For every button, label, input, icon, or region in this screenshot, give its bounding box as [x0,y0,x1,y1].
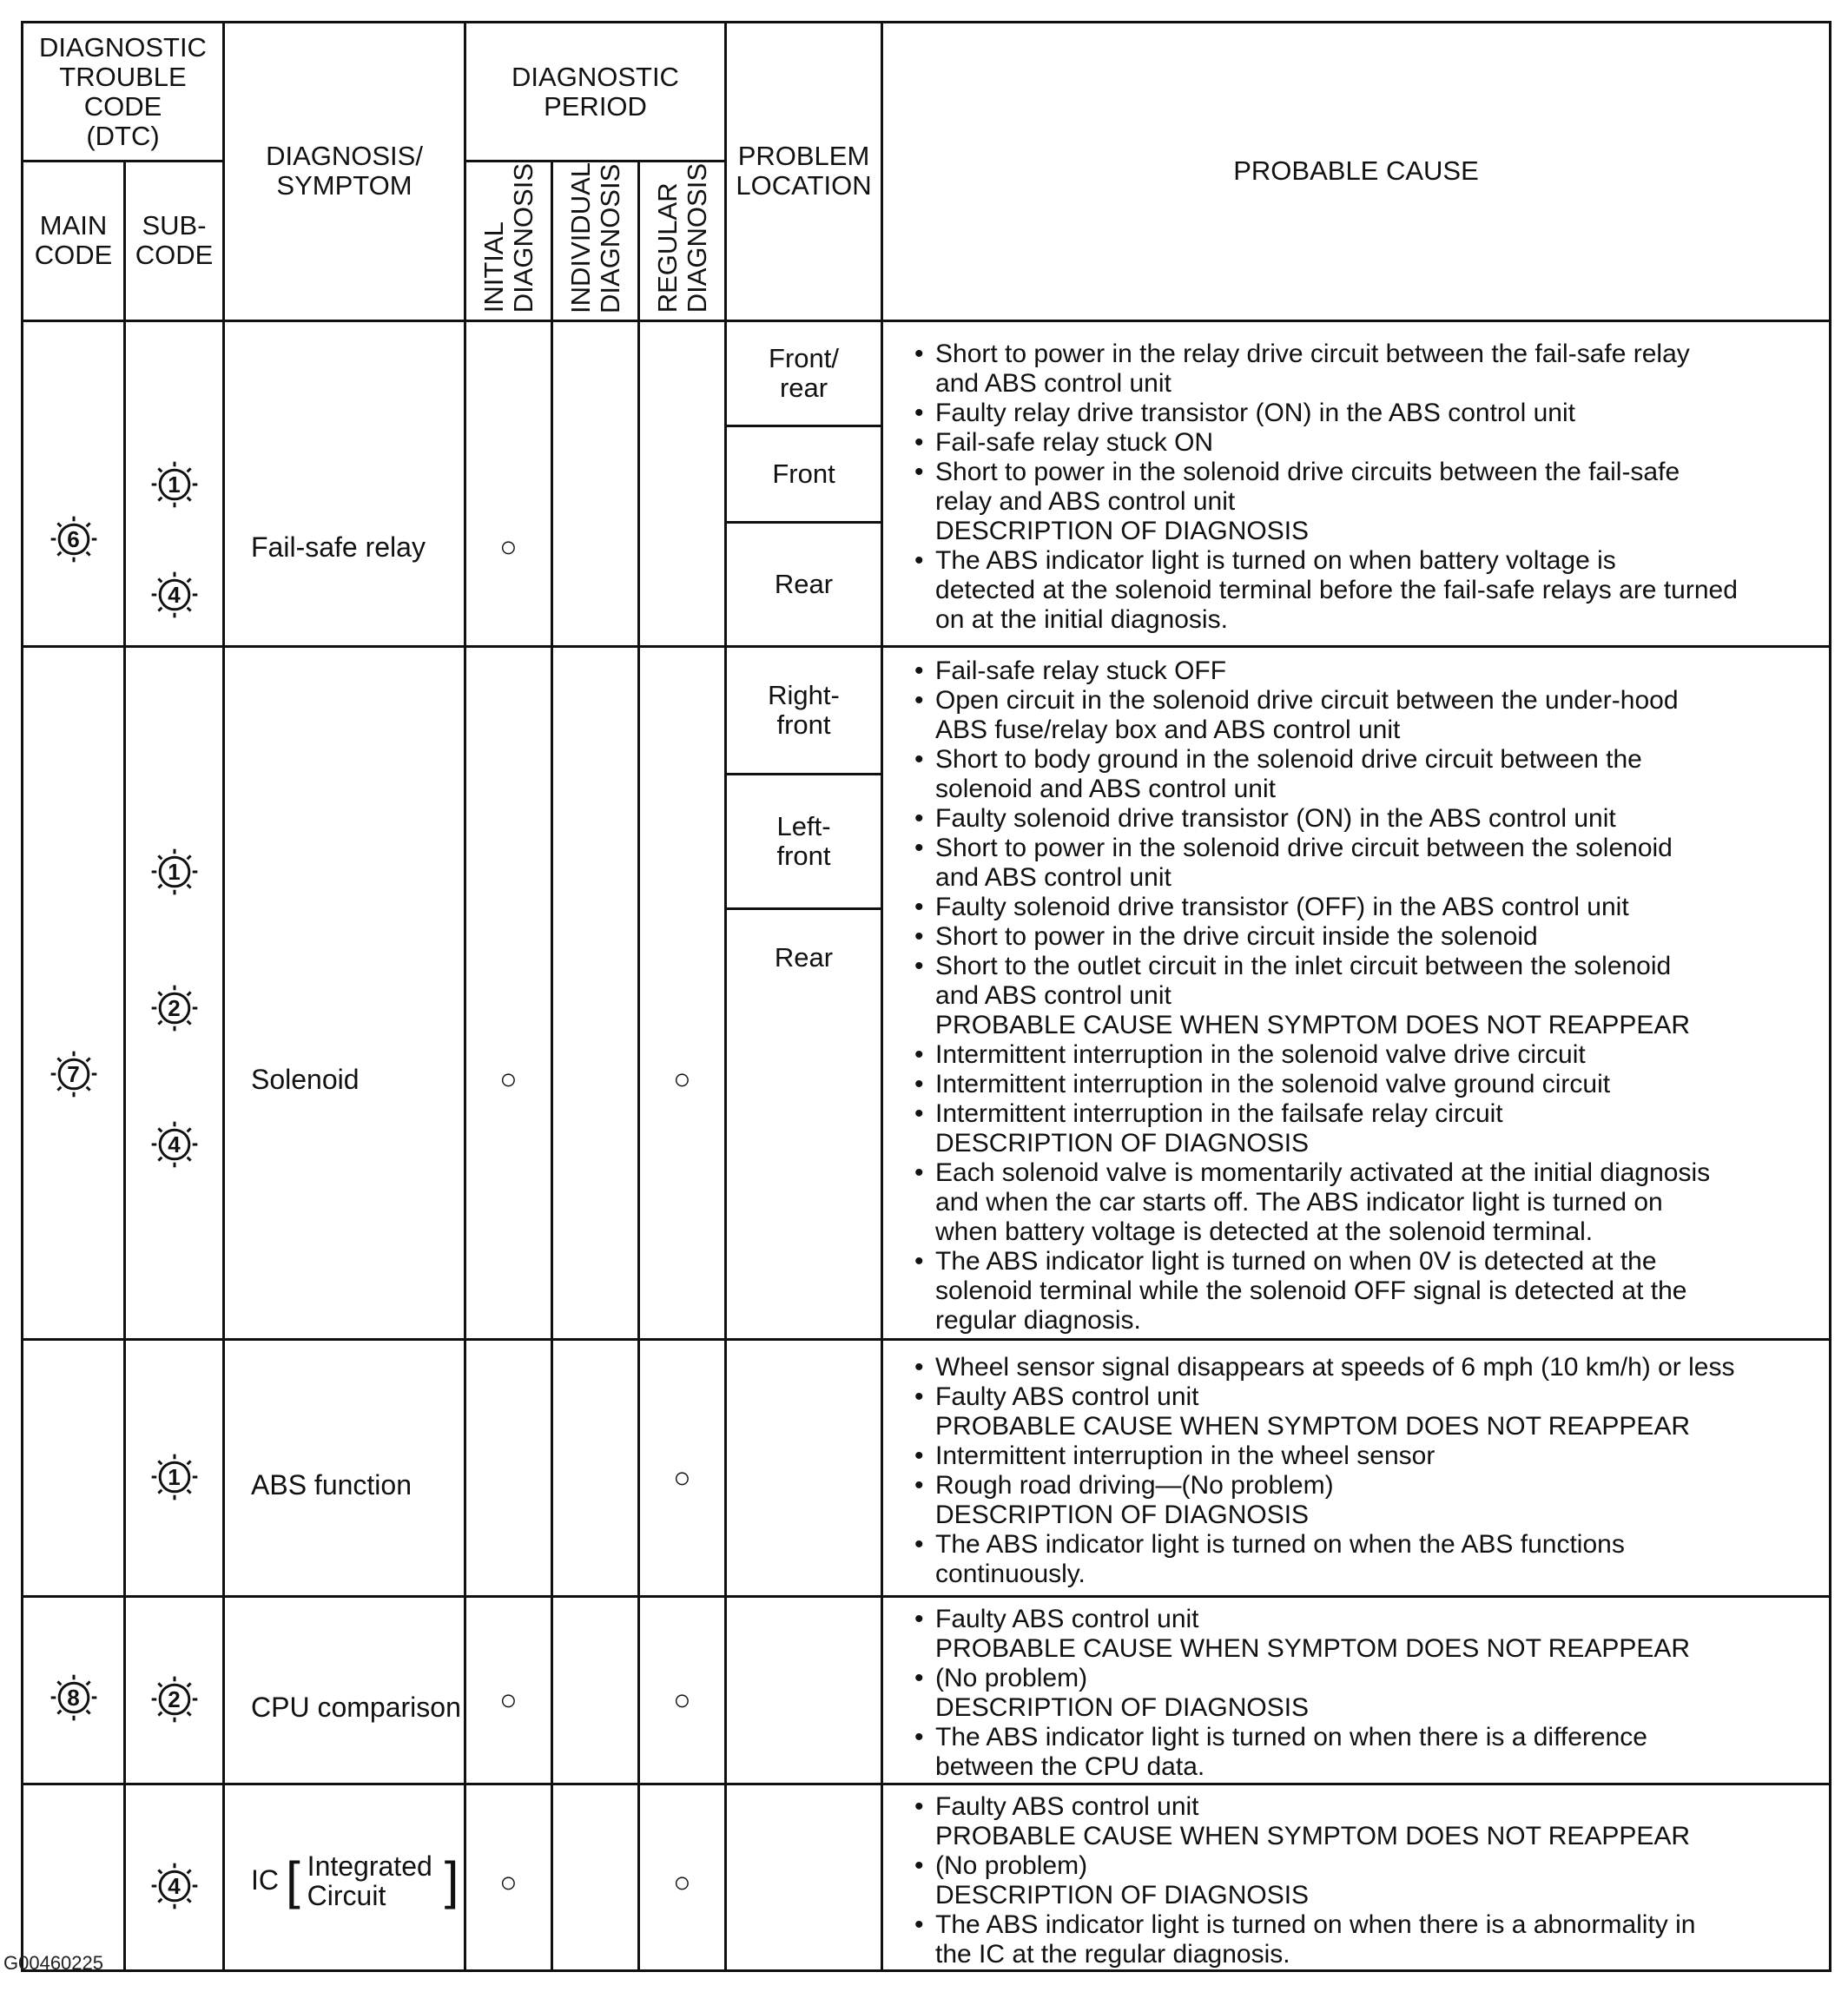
cause-heading: DESCRIPTION OF DIAGNOSIS [935,1693,1310,1723]
cause-line: • Open circuit in the solenoid drive circuit between the under-hood [909,686,1822,716]
symptom-cell [224,320,465,646]
sub-code-cell [125,320,224,646]
bracket-left: [ [286,1850,300,1910]
cause-line: • Each solenoid valve is momentarily activated at the initial diagnosis [909,1158,1822,1188]
dtc-code-number: 8 [67,1684,80,1711]
dtc-code-icon [50,1050,98,1098]
cause-line: • Short to power in the drive circuit inside the solenoid [909,922,1822,952]
location-item: Front [727,427,881,524]
dtc-code-icon [150,1120,199,1169]
initial-mark: ○ [499,1866,518,1900]
dtc-code-number: 1 [168,1463,181,1490]
regular-mark-cell [639,646,726,1339]
table-row [23,646,1831,1339]
cause-line: • Faulty ABS control unit [909,1382,1822,1412]
symptom-cell [224,646,465,1339]
dtc-code-number: 4 [168,1131,181,1158]
main-code-cell [23,646,125,1339]
main-code-cell [23,1784,125,1970]
figure-code: G00460225 [3,1952,103,1974]
cause-line: • Fail-safe relay stuck OFF [909,656,1822,686]
cause-heading: PROBABLE CAUSE WHEN SYMPTOM DOES NOT REAPPEAR [935,1011,1691,1040]
cause-line: regular diagnosis. [935,1306,1141,1336]
cause-line: • (No problem) [909,1851,1822,1881]
cause-line: • Short to power in the relay drive circuit between the fail-safe relay [909,340,1822,369]
symptom-text: CPU comparison [251,1691,461,1723]
table-row [23,1339,1831,1596]
header-main-code: MAIN CODE [23,162,125,321]
cause-line: • Faulty ABS control unit [909,1792,1822,1822]
sub-code-cell [125,646,224,1339]
table-body [23,320,1831,1970]
dtc-code-number: 2 [168,1685,181,1712]
cause-line: when battery voltage is detected at the solenoid terminal. [935,1217,1594,1247]
individual-mark-cell [552,1596,639,1784]
location-cell [726,1339,882,1596]
cause-line: ABS fuse/relay box and ABS control unit [935,716,1401,745]
dtc-code-number: 1 [168,471,181,498]
sub-code-cell [125,1596,224,1784]
table-row [23,320,1831,646]
cause-line: relay and ABS control unit [935,486,1236,516]
header-symptom: DIAGNOSIS/ SYMPTOM [224,23,465,321]
cause-heading: PROBABLE CAUSE WHEN SYMPTOM DOES NOT REAPPEAR [935,1821,1691,1850]
dtc-code-icon [150,1675,199,1724]
regular-mark-cell [639,320,726,646]
cause-line: • Short to power in the solenoid drive circuits between the fail-safe [909,458,1822,487]
individual-mark-cell [552,320,639,646]
dtc-code-number: 2 [168,994,181,1021]
header-initial [465,162,552,321]
header-period: DIAGNOSTIC PERIOD [465,23,726,162]
probable-cause-cell [882,1784,1831,1970]
location-item: Left- front [727,775,881,910]
header-sub-code: SUB- CODE [125,162,224,321]
dtc-code-number: 6 [67,526,80,553]
cause-line: • Intermittent interruption in the solenoid valve ground circuit [909,1070,1822,1099]
symptom-cell [224,1784,465,1970]
regular-mark-cell [639,1784,726,1970]
symptom-line: Circuit [307,1879,386,1911]
probable-cause-cell [882,320,1831,646]
cause-line: and ABS control unit [935,981,1172,1011]
location-cell [726,1596,882,1784]
initial-mark-cell [465,320,552,646]
cause-line: • The ABS indicator light is turned on when there is a difference [909,1723,1822,1752]
cause-line: • Short to the outlet circuit in the inlet circuit between the solenoid [909,952,1822,981]
cause-line: and ABS control unit [935,863,1172,893]
cause-line: • Intermittent interruption in the failsafe relay circuit [909,1099,1822,1129]
cause-line: • Faulty ABS control unit [909,1605,1822,1634]
dtc-code-icon [50,515,98,564]
header-individual [552,162,639,321]
initial-mark-cell [465,1339,552,1596]
cause-line: • Short to power in the solenoid drive circuit between the solenoid [909,834,1822,863]
initial-mark: ○ [499,531,518,564]
dtc-code-number: 7 [67,1060,80,1087]
probable-cause-cell [882,1596,1831,1784]
sub-code-cell [125,1784,224,1970]
location-cell [726,320,882,646]
regular-mark: ○ [673,1866,691,1900]
main-code-cell [23,320,125,646]
location-cell [726,1784,882,1970]
dtc-code-icon [150,848,199,896]
dtc-table [21,21,1832,1972]
location-item: Rear [774,941,834,973]
dtc-code-number: 4 [168,581,181,608]
cause-line: • The ABS indicator light is turned on when battery voltage is [909,546,1822,576]
cause-heading: DESCRIPTION OF DIAGNOSIS [935,1129,1310,1158]
cause-line: • The ABS indicator light is turned on when the ABS functions [909,1530,1822,1560]
header-initial-label: INITIAL DIAGNOSIS [478,162,538,313]
cause-line: • Faulty solenoid drive transistor (OFF) in the ABS control unit [909,893,1822,922]
dtc-code-number: 1 [168,858,181,885]
individual-mark-cell [552,646,639,1339]
cause-line: the IC at the regular diagnosis. [935,1939,1290,1969]
symptom-text: ABS function [251,1468,412,1501]
symptom-expansion [307,1851,432,1910]
cause-heading: DESCRIPTION OF DIAGNOSIS [935,1880,1310,1910]
dtc-code-icon [150,460,199,509]
location-item: Right- front [727,648,881,775]
initial-mark-cell [465,646,552,1339]
cause-line: • (No problem) [909,1664,1822,1693]
header-regular [639,162,726,321]
symptom-text: Fail-safe relay [251,531,426,564]
symptom-cell [224,1339,465,1596]
table-row [23,1784,1831,1970]
table-row [23,1596,1831,1784]
cause-line: • Intermittent interruption in the solenoid valve drive circuit [909,1040,1822,1070]
cause-line: solenoid terminal while the solenoid OFF signal is detected at the [935,1276,1687,1306]
cause-line: between the CPU data. [935,1752,1205,1782]
probable-cause-cell [882,646,1831,1339]
cause-line: • Wheel sensor signal disappears at speeds of 6 mph (10 km/h) or less [909,1353,1822,1382]
regular-mark: ○ [673,1683,691,1717]
cause-line: • Short to body ground in the solenoid drive circuit between the [909,745,1822,775]
initial-mark-cell [465,1784,552,1970]
location-cell [726,646,882,1339]
dtc-code-number: 4 [168,1873,181,1900]
location-item: Front/ rear [727,322,881,427]
header-dtc: DIAGNOSTIC TROUBLE CODE (DTC) [23,23,224,162]
cause-heading: DESCRIPTION OF DIAGNOSIS [935,1501,1310,1530]
dtc-code-icon [150,984,199,1032]
cause-line: solenoid and ABS control unit [935,775,1276,804]
individual-mark-cell [552,1784,639,1970]
cause-line: and when the car starts off. The ABS indicator light is turned on [935,1188,1663,1217]
location-item: Rear [774,568,834,599]
initial-mark: ○ [499,1062,518,1096]
cause-line: • The ABS indicator light is turned on when there is a abnormality in [909,1910,1822,1940]
initial-mark: ○ [499,1683,518,1717]
symptom-cell [224,1596,465,1784]
cause-line: continuously. [935,1560,1086,1589]
cause-line: • The ABS indicator light is turned on when 0V is detected at the [909,1247,1822,1276]
cause-line: • Intermittent interruption in the wheel sensor [909,1441,1822,1471]
header-location: PROBLEM LOCATION [726,23,882,321]
header-cause: PROBABLE CAUSE [882,23,1831,321]
regular-mark: ○ [673,1461,691,1494]
regular-mark-cell [639,1339,726,1596]
initial-mark-cell [465,1596,552,1784]
probable-cause-cell [882,1339,1831,1596]
main-code-cell [23,1339,125,1596]
cause-heading: PROBABLE CAUSE WHEN SYMPTOM DOES NOT REAPPEAR [935,1634,1691,1664]
dtc-code-icon [50,1673,98,1722]
cause-line: • Fail-safe relay stuck ON [909,428,1822,458]
header-regular-label: REGULAR DIAGNOSIS [651,162,712,313]
cause-line: • Rough road driving—(No problem) [909,1471,1822,1501]
dtc-code-icon [150,1453,199,1501]
symptom-line: Integrated [307,1850,432,1882]
cause-line: and ABS control unit [935,368,1172,398]
cause-line: • Faulty relay drive transistor (ON) in the ABS control unit [909,399,1822,428]
symptom-text: Solenoid [251,1063,360,1095]
bracket-right: ] [444,1850,459,1910]
dtc-code-icon [150,571,199,619]
cause-line: on at the initial diagnosis. [935,604,1228,634]
cause-line: • Faulty solenoid drive transistor (ON) in the ABS control unit [909,804,1822,834]
sub-code-cell [125,1339,224,1596]
main-code-cell [23,1596,125,1784]
regular-mark-cell [639,1596,726,1784]
cause-heading: PROBABLE CAUSE WHEN SYMPTOM DOES NOT REAPPEAR [935,1412,1691,1441]
dtc-code-icon [150,1862,199,1910]
header-individual-label: INDIVIDUAL DIAGNOSIS [564,162,625,313]
regular-mark: ○ [673,1062,691,1096]
individual-mark-cell [552,1339,639,1596]
cause-heading: DESCRIPTION OF DIAGNOSIS [935,516,1310,545]
cause-line: detected at the solenoid terminal before the fail-safe relays are turned [935,575,1738,604]
symptom-prefix: IC [251,1864,279,1896]
